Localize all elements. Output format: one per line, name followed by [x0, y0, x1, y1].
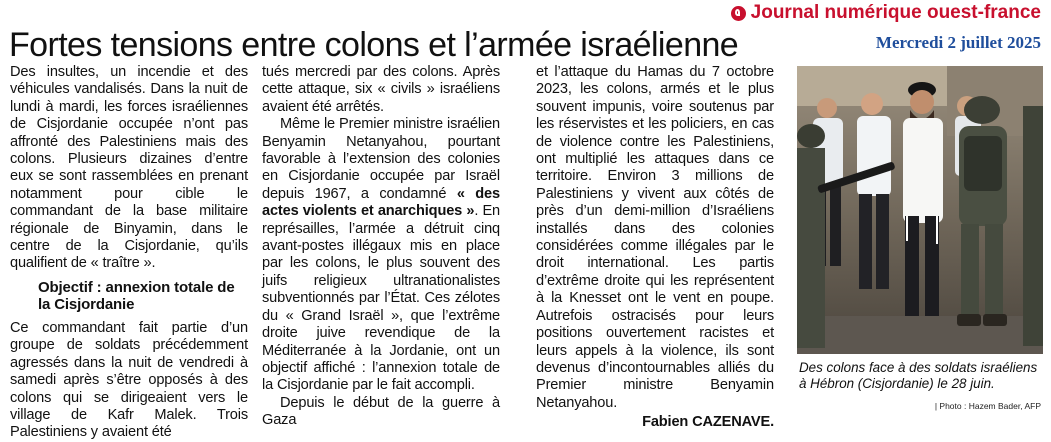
article-subheading: Objectif : annexion totale de la Cisjordanie [38, 278, 235, 313]
paragraph: Ce commandant fait partie d’un groupe de soldats précédemment agressés dans la nuit de vendredi à samedi après s’être opposés à des colons qui se dirigeaient vers le village de Kafr Malek. Trois Palestiniens y avaient été [10, 319, 248, 441]
photo-caption: Des colons face à des soldats israéliens à Hébron (Cisjordanie) le 28 juin. [799, 360, 1038, 391]
author-signature: Fabien CAZENAVE. [642, 414, 774, 431]
bold-quote: « des actes violents et anarchiques » [262, 185, 500, 220]
article-photo [797, 66, 1043, 354]
paragraph: tués mercredi par des colons. Après cette attaque, six « civils » israéliens avaient été arrêtés. [262, 64, 500, 115]
paragraph-with-quote [262, 116, 500, 395]
text-segment: . En représailles, l’armée a détruit cinq avant-postes illégaux mis en place par les colons, le plus souvent des juifs religieux ultranationalistes subventionnés par l’État. Ces zélotes du « Grand Israël », que l’extrême droite juive revendique de la Méditerranée à la Jordanie, ont un objectif affiché : l’annexion totale de la Cisjordanie par le fait accompli. [262, 203, 500, 394]
article-headline: Fortes tensions entre colons et l’armée israélienne [9, 26, 739, 64]
article-column-1 [10, 64, 248, 442]
ouest-france-logo-icon [731, 6, 746, 21]
paragraph: Des insultes, un incendie et des véhicules vandalisés. Dans la nuit de lundi à mardi, les forces israéliennes de Cisjordanie occupée n’ont pas affronté des Palestiniens mais des colons. Plusieurs dizaines d’entre eux se sont rassemblées en prenant notamment pour cible le commandant de la base militaire régionale de Binyamin, dans le centre de la Cisjordanie, qu’ils qualifient de « traître ». [10, 64, 248, 272]
text-segment: Même le Premier ministre israélien Benyamin Netanyahou, pourtant favorable à l’extension des colonies en Cisjordanie occupée par Israël depuis 1967, a condamné [262, 116, 500, 202]
article-column-2 [262, 64, 500, 430]
article-column-3 [536, 64, 774, 432]
photo-credit: | Photo : Hazem Bader, AFP [934, 401, 1041, 411]
brand-name: Journal numérique ouest-france [750, 2, 1041, 23]
photo-illustration [797, 66, 1043, 354]
paragraph: et l’attaque du Hamas du 7 octobre 2023, les colons, armés et le plus souvent impunis, voire soutenus par les réservistes et les policiers, en cas de violence contre les Palestiniens, ont multiplié les attaques dans ce territoire. Environ 3 millions de Palestiniens y vivent aux côtés de près d’un demi-million d’Israéliens installés dans des colonies considérées comme illégales par le droit international. Les partis d’extrême droite qui les représentent à la Knesset ont le vent en poupe. Autrefois ostracisés pour leurs positions ouvertement racistes et leurs appels à la violence, ils sont devenus d’incontournables alliés du Premier ministre Benyamin Netanyahou. [536, 64, 774, 411]
paragraph: Depuis le début de la guerre à Gaza [262, 394, 500, 429]
brand-header [731, 2, 1041, 24]
publication-date: Mercredi 2 juillet 2025 [875, 33, 1041, 52]
